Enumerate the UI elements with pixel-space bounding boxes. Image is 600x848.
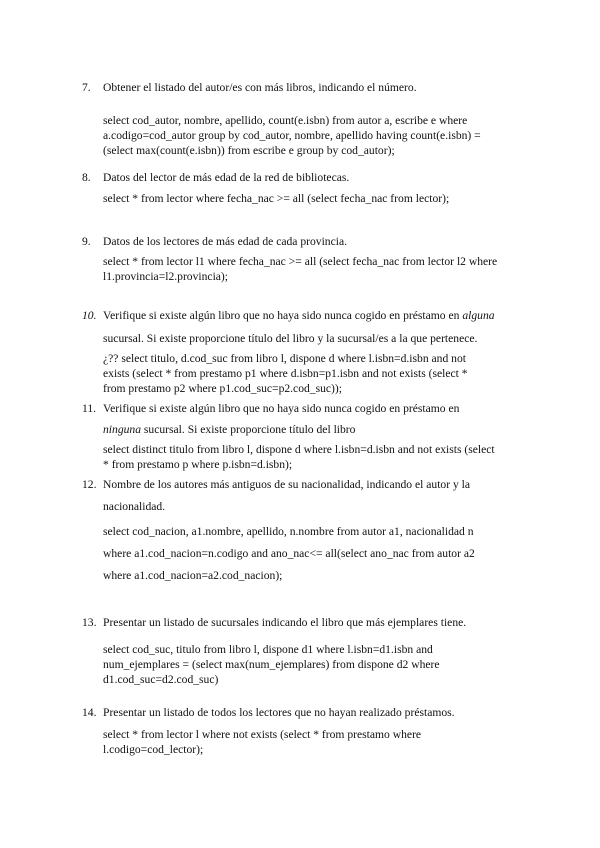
sql-line: * from prestamo p where p.isbn=d.isbn); <box>103 458 293 471</box>
question-line: nacionalidad. <box>103 500 166 513</box>
exercise-number: 9. <box>82 235 91 248</box>
sql-query <box>103 524 523 583</box>
sql-line: select * from lector l1 where fecha_nac >= all (select fecha_nac from lector l2 where <box>103 255 498 268</box>
emphasis-text: alguna <box>462 309 495 322</box>
question-line: Verifique si existe algún libro que no haya sido nunca cogido en préstamo en <box>103 402 460 415</box>
sql-line: ¿?? select titulo, d.cod_suc from libro l, dispone d where l.isbn=d.isbn and not <box>103 352 466 365</box>
sql-query <box>103 727 523 757</box>
exercise-number: 13. <box>82 616 97 629</box>
sql-line: l1.provincia=l2.provincia); <box>103 270 229 283</box>
sql-line: select cod_nacion, a1.nombre, apellido, n.nombre from autor a1, nacionalidad n <box>103 525 474 538</box>
sql-line: num_ejemplares = (select max(num_ejemplares) from dispone d2 where <box>103 658 440 671</box>
exercise-number: 7. <box>82 81 91 94</box>
question-line: Datos de los lectores de más edad de cada provincia. <box>103 235 348 248</box>
emphasis-text: ninguna <box>103 423 142 436</box>
exercise-number: 11. <box>82 402 97 415</box>
sql-line: select * from lector l where not exists (select * from prestamo where <box>103 728 422 741</box>
sql-line: select cod_suc, titulo from libro l, dispone d1 where l.isbn=d1.isbn and <box>103 643 433 656</box>
sql-line: (select max(count(e.isbn)) from escribe e group by cod_autor); <box>103 144 395 157</box>
sql-line: where a1.cod_nacion=n.codigo and ano_nac<= all(select ano_nac from autor a2 <box>103 547 475 560</box>
sql-line: d1.cod_suc=d2.cod_suc) <box>103 673 219 686</box>
sql-line: select cod_autor, nombre, apellido, count(e.isbn) from autor a, escribe e where <box>103 114 468 127</box>
exercise-number: 12. <box>82 478 97 491</box>
exercise-question <box>103 170 523 185</box>
sql-line: where a1.cod_nacion=a2.cod_nacion); <box>103 569 283 582</box>
exercise-number: 10. <box>82 309 97 322</box>
sql-query <box>103 113 523 158</box>
question-text: sucursal. Si existe proporcione título del libro <box>141 423 356 436</box>
question-text: Verifique si existe algún libro que no haya sido nunca cogido en préstamo en <box>103 309 460 322</box>
sql-query <box>103 191 523 206</box>
sql-line: l.codigo=cod_lector); <box>103 743 204 756</box>
exercise-question <box>103 615 523 630</box>
sql-query <box>103 442 523 472</box>
question-line <box>103 308 523 323</box>
exercise-number: 14. <box>82 706 97 719</box>
sql-query <box>103 254 523 284</box>
question-line: Obtener el listado del autor/es con más libros, indicando el número. <box>103 81 417 94</box>
question-line: Nombre de los autores más antiguos de su nacionalidad, indicando el autor y la <box>103 478 471 491</box>
exercise-number: 8. <box>82 171 91 184</box>
question-line: sucursal. Si existe proporcione título del libro y la sucursal/es a la que pertenece. <box>103 332 478 345</box>
sql-query <box>103 642 523 687</box>
sql-line: select * from lector where fecha_nac >= all (select fecha_nac from lector); <box>103 192 450 205</box>
sql-line: select distinct titulo from libro l, dispone d where l.isbn=d.isbn and not exists (select <box>103 443 495 456</box>
question-line <box>103 422 523 437</box>
exercise-question <box>103 477 523 514</box>
sql-line: from prestamo p2 where p1.cod_suc=p2.cod_suc)); <box>103 382 342 395</box>
exercise-question <box>103 80 523 95</box>
question-line: Presentar un listado de todos los lectores que no hayan realizado préstamos. <box>103 706 455 719</box>
sql-query <box>103 351 523 396</box>
exercise-question <box>103 705 523 720</box>
sql-line: a.codigo=cod_autor group by cod_autor, nombre, apellido having count(e.isbn) = <box>103 129 481 142</box>
question-line: Presentar un listado de sucursales indicando el libro que más ejemplares tiene. <box>103 616 467 629</box>
question-line: Datos del lector de más edad de la red de bibliotecas. <box>103 171 350 184</box>
exercise-question <box>103 234 523 249</box>
sql-line: exists (select * from prestamo p1 where d.isbn=p1.isbn and not exists (select * <box>103 367 468 380</box>
exercise-question <box>103 401 523 437</box>
exercise-question <box>103 308 523 346</box>
